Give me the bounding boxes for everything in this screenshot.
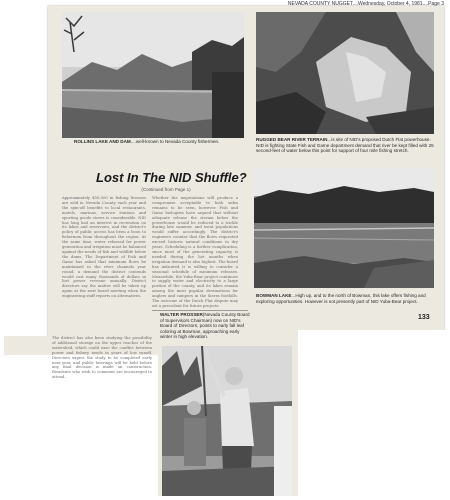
prosser-photo bbox=[162, 346, 292, 496]
rollins-lake-photo bbox=[62, 12, 244, 138]
article-headline: Lost In The NID Shuffle? bbox=[96, 170, 247, 185]
page-header: NEVADA COUNTY NUGGET....Wednesday, October 4, 1981....Page 3 bbox=[287, 1, 444, 7]
blank-area-right bbox=[298, 330, 450, 500]
rollins-lake-caption-lead: ROLLINS LAKE AND DAM bbox=[74, 139, 131, 144]
article-column-1: Approximately $50,000 in fishing licenses are sold in Nevada County each year and the spin-off benefits to local restaurants, motels, marinas, service stations and sporting goods stores is considerable. NID has long had an interest in recreation on its lakes and reservoirs, and the district's policy of public access has been a boon to fishermen from throughout the region. At the same time, water released for power generation and irrigation must be balanced against the needs of fish and wildlife below the dams. The Department of Fish and Game has asked that minimum flows be maintained in the river channels year round, a demand the district contends would cost many thousands of dollars in lost power revenue annually. District directors say the matter will be taken up again at the next board meeting when the engineering staff reports on alternatives. bbox=[62, 195, 146, 299]
prosser-caption-text: (Nevada County Board of Supervisors Chairman) now on NID's Board of Directors, points to early fall leaf coloring at Bowman, approaching early winter in high elevation. bbox=[160, 312, 250, 340]
bear-river-caption-text: ...is site of NID's proposed Dutch Flat powerhouse. NID is fighting State Fish and Game department demand that river be kept filled with 25 second-feet of water below this point for support of four mile fishing stretch. bbox=[256, 137, 434, 154]
blank-area-left bbox=[0, 355, 158, 500]
bear-river-caption bbox=[256, 137, 438, 161]
prosser-caption-lead: WALTER PROSSER bbox=[160, 312, 203, 317]
page-number: 133 bbox=[418, 314, 430, 321]
article-column-2: Whether the negotiations will produce a compromise acceptable to both sides remains to be seen, however. Fish and Game biologists have argued that without adequate release the stream below the powerhouse would be reduced to a trickle during late summer, and trout populations would suffer accordingly. The district's engineers counter that the flows requested exceed historic natural conditions in dry years. Scheduling is a further complication, since most of the generating capacity is needed during the hot months when irrigation demand is also highest. The board has indicated it is willing to consider a seasonal schedule of minimum releases. Meanwhile, the Yuba-Bear project continues to supply water and electricity to a large portion of the county, and its lakes remain among the most popular destinations for anglers and campers in the Sierra foothills. The outcome of the Dutch Flat dispute may set a precedent for future projects. bbox=[152, 195, 238, 308]
bear-river-caption-lead: RUGGED BEAR RIVER TERRAIN bbox=[256, 137, 328, 142]
prosser-caption bbox=[160, 312, 250, 342]
article-byline: (Continued from Page 1) bbox=[141, 187, 191, 192]
rollins-lake-caption bbox=[74, 139, 244, 151]
bowman-lake-caption bbox=[256, 293, 436, 311]
bowman-lake-photo bbox=[254, 168, 434, 288]
column-divider bbox=[152, 310, 248, 311]
article-column-3: The district has also been studying the possibility of additional storage on the upper reaches of the watershed, which could ease the conflict between power and fishery needs in years of low runoff. Directors expect the study to be completed early next year, and public hearings will be held before any final decision is made on construction. Residents who wish to comment are encouraged to attend. bbox=[52, 335, 152, 380]
bear-river-photo bbox=[256, 12, 434, 134]
bowman-lake-caption-lead: BOWMAN LAKE bbox=[256, 293, 292, 298]
bowman-lake-caption-text: ...High up, and to the north of Bowman, this lake offers fishing and exploring opportunities. However is not presently part of NID Yuba-Bear project. bbox=[256, 293, 426, 304]
rollins-lake-caption-text: ....well-known to Nevada County fishermen. bbox=[130, 139, 220, 144]
